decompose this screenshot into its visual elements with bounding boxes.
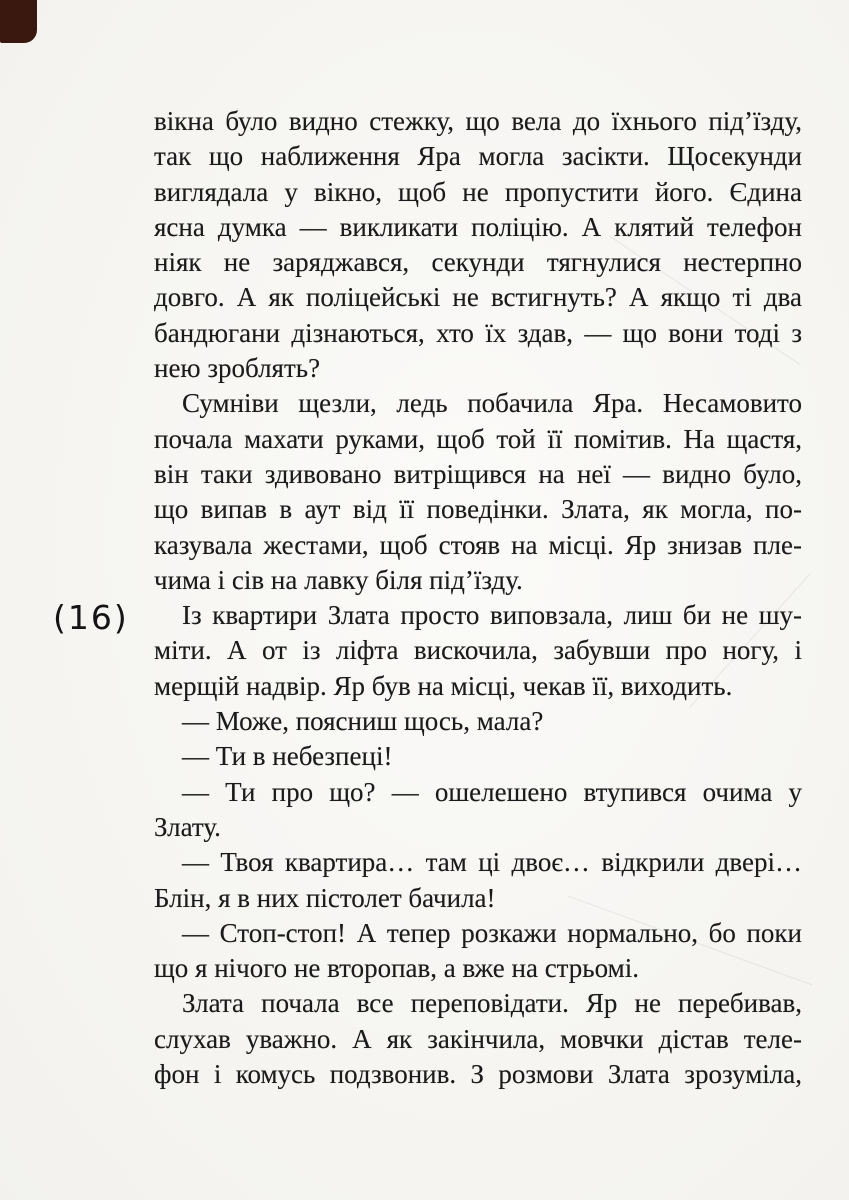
- text-line: Блін, я в них пістолет бачила!: [154, 882, 496, 913]
- text-line: міти. А от із ліфта вискочила, забувши про ногу, і: [154, 635, 802, 666]
- text-line: він таки здивовано витріщився на неї — видно було,: [154, 458, 802, 489]
- text-line: нею зроблять?: [154, 353, 321, 384]
- text-line: — Стоп-стоп! А тепер розкажи нормально, бо поки: [182, 917, 802, 948]
- text-line: чима і сів на лавку біля під’їзду.: [154, 564, 523, 595]
- text-line: ясна думка — викликати поліцію. А клятий телефон: [154, 211, 802, 242]
- text-line: бандюгани дізнаються, хто їх здав, — що вони тоді з: [154, 317, 802, 348]
- text-line: так що наближення Яра могла засікти. Щосекунди: [154, 141, 802, 172]
- text-line: — Твоя квартира… там ці двоє… відкрили двері…: [182, 847, 802, 878]
- text-line: виглядала у вікно, щоб не пропустити його. Єдина: [154, 176, 802, 207]
- text-line: — Ти про що? — ошелешено втупився очима у: [182, 776, 802, 807]
- text-line: — Ти в небезпеці!: [182, 741, 393, 772]
- text-line: вікна було видно стежку, що вела до їхнього під’їзду,: [154, 106, 802, 136]
- text-line: фон і комусь подзвонив. З розмови Злата зрозуміла,: [154, 1059, 802, 1090]
- text-line: що випав в аут від її поведінки. Злата, як могла, по-: [154, 494, 802, 525]
- text-line: — Може, поясниш щось, мала?: [182, 706, 544, 737]
- margin-page-number: (16): [53, 598, 129, 637]
- text-block: [154, 104, 802, 1092]
- text-line: Злату.: [154, 811, 221, 842]
- text-line: слухав уважно. А як закінчила, мовчки дістав теле-: [154, 1023, 802, 1054]
- text-line: що я нічого не второпав, а вже на стрьомі.: [154, 953, 639, 984]
- text-line: довго. А як поліцейські не встигнуть? А якщо ті два: [154, 282, 802, 313]
- text-line: почала махати руками, щоб той її помітив. На щастя,: [154, 423, 802, 454]
- text-line: Сумніви щезли, ледь побачила Яра. Несамовито: [182, 388, 802, 419]
- text-line: ніяк не заряджався, секунди тягнулися нестерпно: [154, 247, 802, 278]
- scan-corner-artifact: [0, 0, 37, 43]
- text-line: Злата почала все переповідати. Яр не перебивав,: [182, 988, 802, 1019]
- text-line: Із квартири Злата просто виповзала, лиш би не шу-: [182, 600, 802, 631]
- text-line: мерщій надвір. Яр був на місці, чекав її, виходить.: [154, 670, 733, 701]
- text-line: казувала жестами, щоб стояв на місці. Яр знизав пле-: [154, 529, 802, 560]
